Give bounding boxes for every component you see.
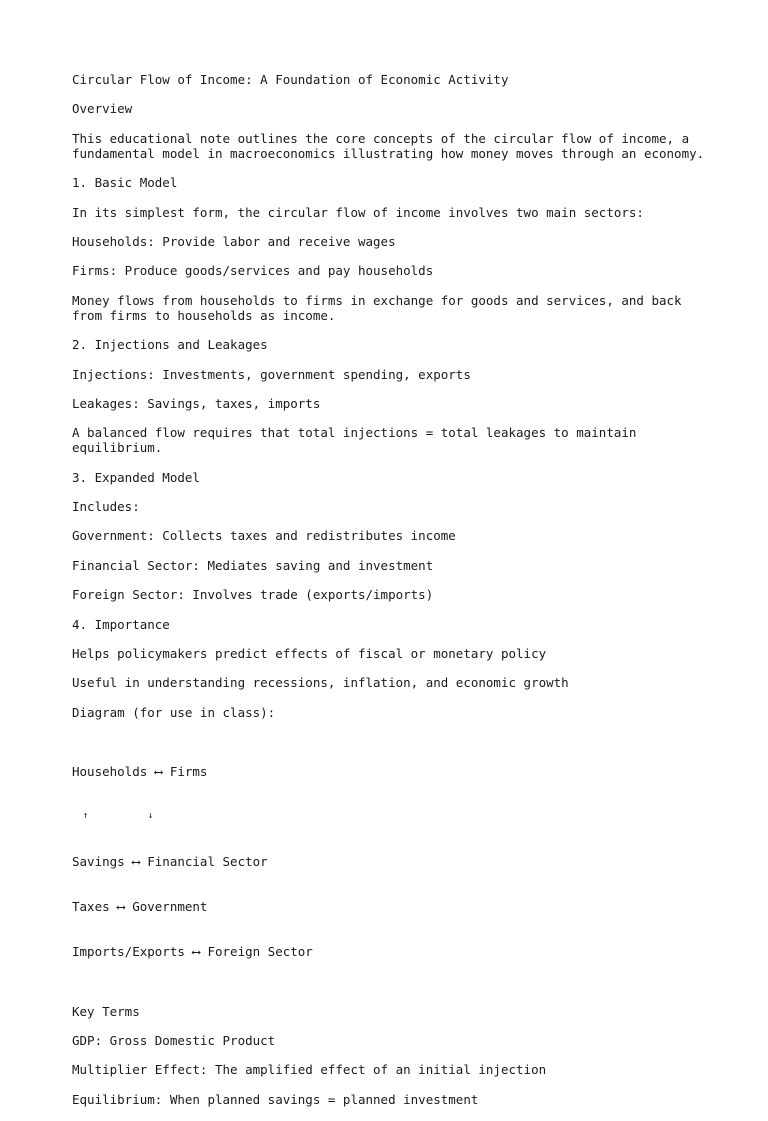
key-terms-heading: Key Terms (72, 1003, 140, 1019)
diagram-line-households-firms: Households ⟷ Firms (72, 764, 208, 780)
section4-heading: 4. Importance (72, 616, 170, 632)
section1-heading: 1. Basic Model (72, 175, 178, 191)
section3-includes: Includes: (72, 499, 140, 515)
diagram-line-arrows: ↑ ↓ (72, 811, 154, 822)
section2-leakages: Leakages: Savings, taxes, imports (72, 395, 321, 411)
diagram-line-savings: Savings ⟷ Financial Sector (72, 854, 268, 870)
key-term-equilibrium: Equilibrium: When planned savings = planned investment (72, 1091, 479, 1107)
section1-households: Households: Provide labor and receive wages (72, 233, 396, 249)
key-term-multiplier: Multiplier Effect: The amplified effect of an initial injection (72, 1062, 547, 1078)
overview-heading: Overview (72, 101, 133, 117)
section2-injections: Injections: Investments, government spending, exports (72, 366, 471, 382)
document-page (72, 72, 712, 1121)
section3-government: Government: Collects taxes and redistributes income (72, 528, 456, 544)
flow-diagram (72, 734, 712, 989)
section1-flow: Money flows from households to firms in exchange for goods and services, and back from firms to households as income. (72, 292, 690, 323)
diagram-line-taxes: Taxes ⟷ Government (72, 899, 208, 915)
section2-heading: 2. Injections and Leakages (72, 337, 268, 353)
diagram-caption: Diagram (for use in class): (72, 704, 276, 720)
overview-text: This educational note outlines the core concepts of the circular flow of income, a fundamental model in macroeconomics illustrating how money moves through an economy. (72, 130, 705, 161)
section1-intro: In its simplest form, the circular flow of income involves two main sectors: (72, 204, 644, 220)
section3-heading: 3. Expanded Model (72, 469, 200, 485)
section1-firms: Firms: Produce goods/services and pay households (72, 263, 434, 279)
section4-useful: Useful in understanding recessions, inflation, and economic growth (72, 675, 569, 691)
key-term-gdp: GDP: Gross Domestic Product (72, 1032, 276, 1048)
section4-policy: Helps policymakers predict effects of fiscal or monetary policy (72, 646, 547, 662)
section3-financial: Financial Sector: Mediates saving and investment (72, 557, 434, 573)
document-title: Circular Flow of Income: A Foundation of Economic Activity (72, 72, 509, 87)
section3-foreign: Foreign Sector: Involves trade (exports/imports) (72, 587, 434, 603)
section2-balance: A balanced flow requires that total injections = total leakages to maintain equilibrium. (72, 425, 644, 456)
diagram-line-trade: Imports/Exports ⟷ Foreign Sector (72, 944, 313, 960)
